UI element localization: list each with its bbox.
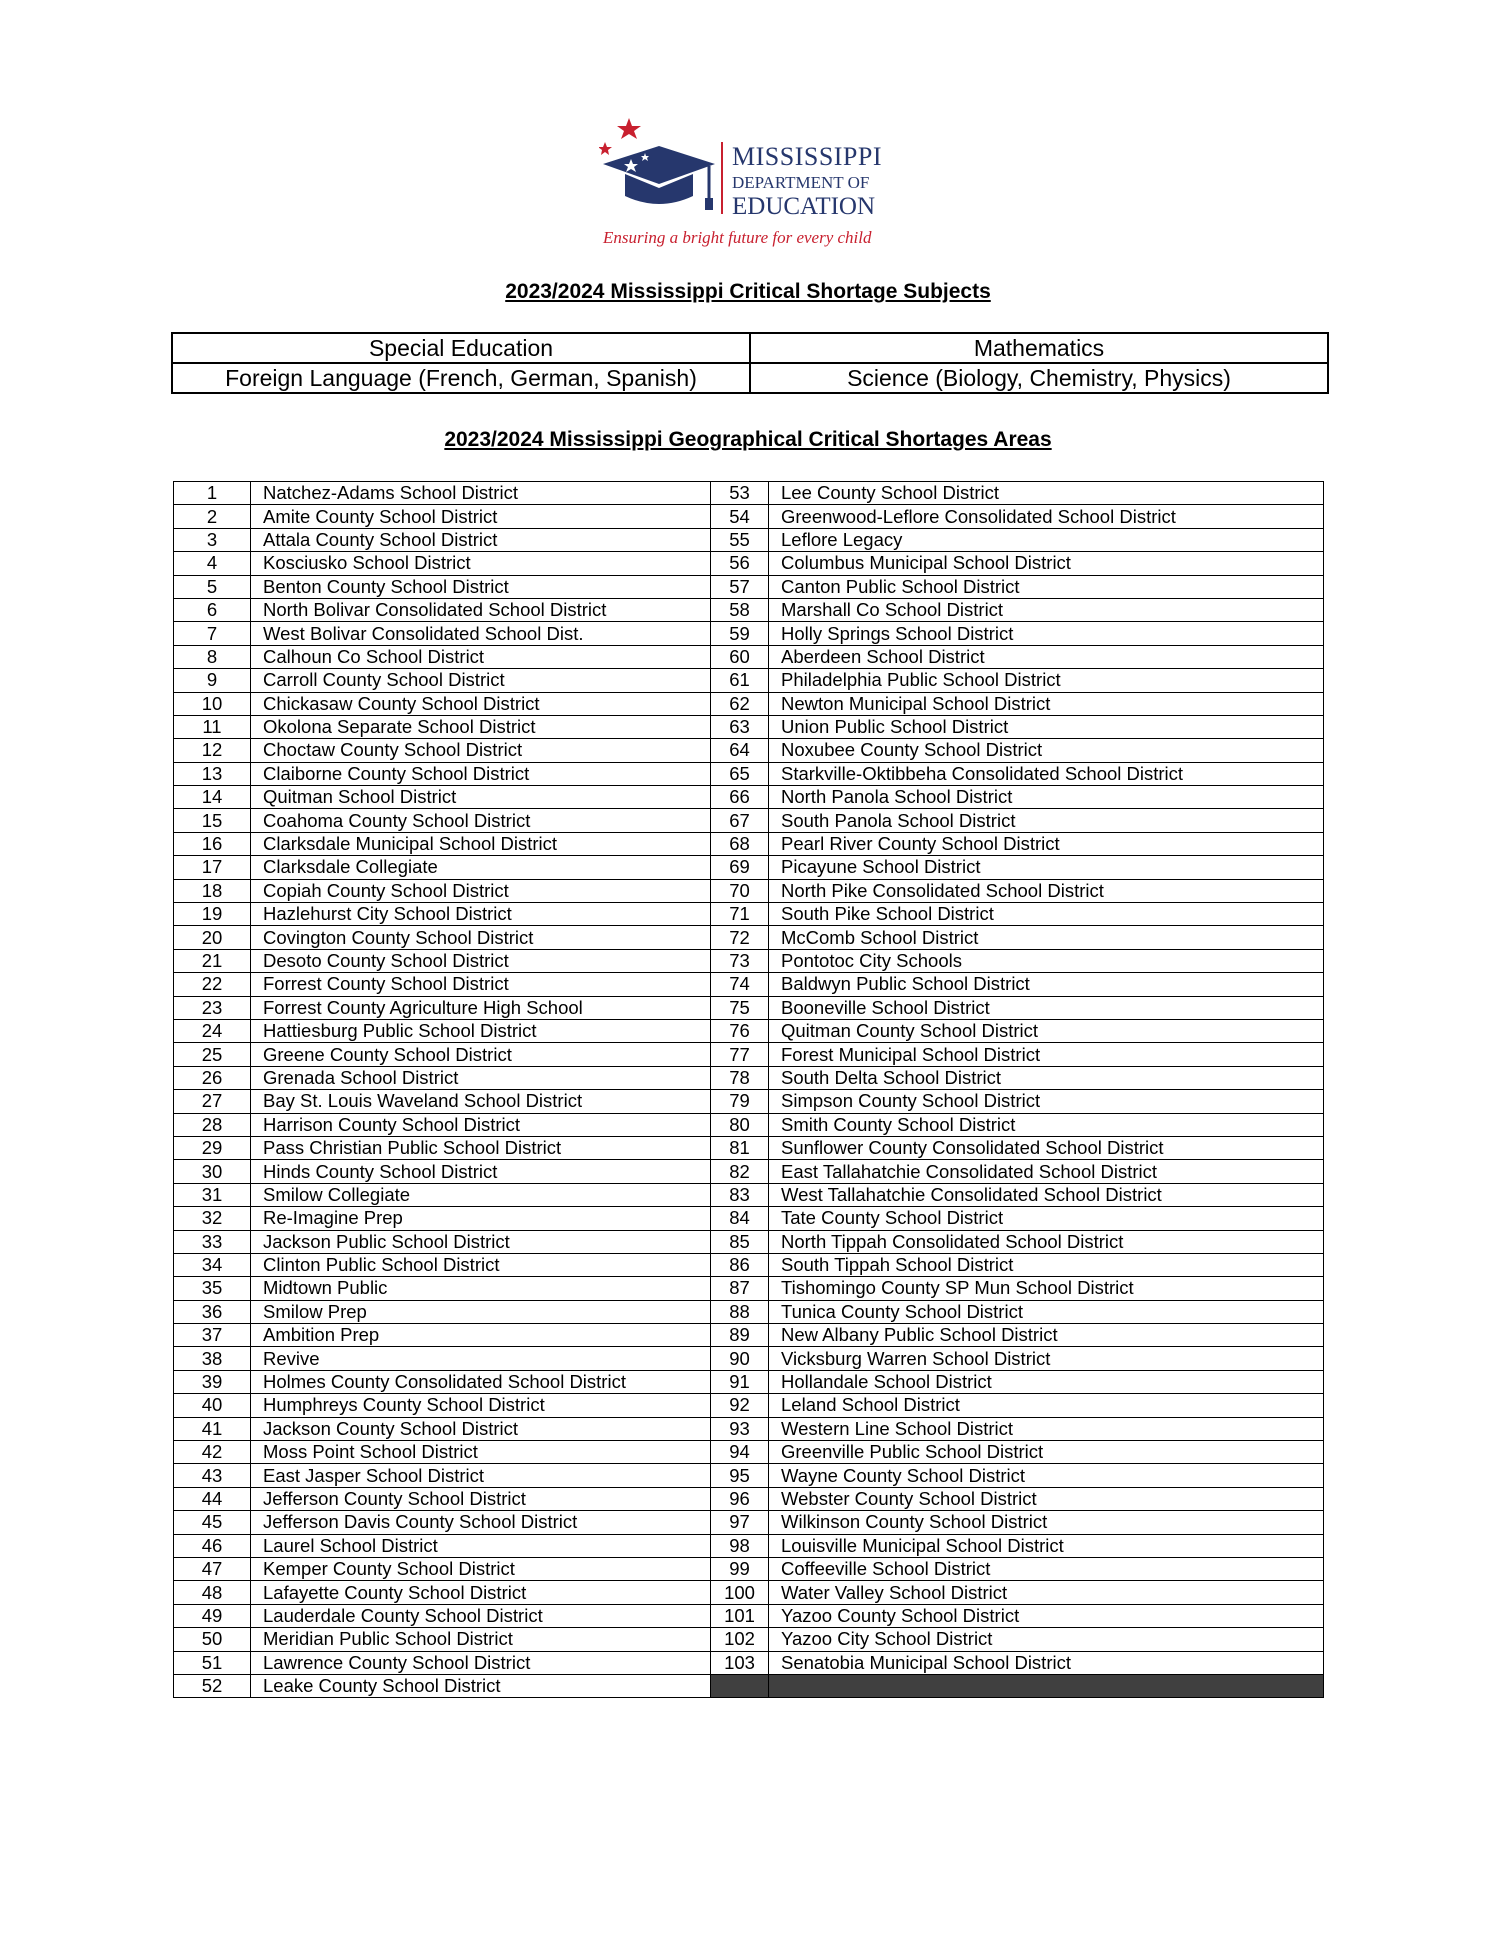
district-number: 25 <box>174 1043 251 1066</box>
district-number: 34 <box>174 1253 251 1276</box>
graduation-cap-icon <box>599 112 727 222</box>
district-name: Kosciusko School District <box>251 552 711 575</box>
table-row <box>174 528 1324 551</box>
subject-cell: Special Education <box>172 333 750 363</box>
district-name: Harrison County School District <box>251 1113 711 1136</box>
district-name: Marshall Co School District <box>769 598 1324 621</box>
district-number: 80 <box>711 1113 769 1136</box>
district-name: Clarksdale Municipal School District <box>251 832 711 855</box>
district-number: 70 <box>711 879 769 902</box>
table-row <box>174 809 1324 832</box>
district-name: Picayune School District <box>769 856 1324 879</box>
district-name: Revive <box>251 1347 711 1370</box>
logo-line-1: MISSISSIPPI <box>732 142 883 171</box>
table-row <box>174 1487 1324 1510</box>
table-row <box>174 622 1324 645</box>
mde-logo <box>599 112 899 257</box>
district-name: Yazoo City School District <box>769 1628 1324 1651</box>
district-number: 68 <box>711 832 769 855</box>
district-number: 21 <box>174 949 251 972</box>
district-number: 24 <box>174 1019 251 1042</box>
district-number: 54 <box>711 505 769 528</box>
subject-cell: Foreign Language (French, German, Spanish) <box>172 363 750 393</box>
district-number: 50 <box>174 1628 251 1651</box>
district-name: Wayne County School District <box>769 1464 1324 1487</box>
district-name: Newton Municipal School District <box>769 692 1324 715</box>
table-row <box>174 1628 1324 1651</box>
district-name: Forest Municipal School District <box>769 1043 1324 1066</box>
district-number: 13 <box>174 762 251 785</box>
district-name: Desoto County School District <box>251 949 711 972</box>
district-number: 26 <box>174 1066 251 1089</box>
table-row <box>174 1300 1324 1323</box>
district-name: Attala County School District <box>251 528 711 551</box>
table-row <box>174 575 1324 598</box>
district-name: Pontotoc City Schools <box>769 949 1324 972</box>
district-number: 32 <box>174 1207 251 1230</box>
district-number: 11 <box>174 715 251 738</box>
district-number: 8 <box>174 645 251 668</box>
districts-table <box>173 481 1324 1698</box>
table-row <box>174 598 1324 621</box>
district-name: Choctaw County School District <box>251 739 711 762</box>
district-name: Greenville Public School District <box>769 1441 1324 1464</box>
table-row <box>174 482 1324 505</box>
district-name: Lafayette County School District <box>251 1581 711 1604</box>
empty-cell <box>769 1674 1324 1697</box>
district-number: 14 <box>174 786 251 809</box>
logo-wordmark <box>732 144 882 219</box>
district-name: North Panola School District <box>769 786 1324 809</box>
district-number: 10 <box>174 692 251 715</box>
district-name: Smith County School District <box>769 1113 1324 1136</box>
district-number: 85 <box>711 1230 769 1253</box>
district-number: 101 <box>711 1604 769 1627</box>
district-number: 88 <box>711 1300 769 1323</box>
district-name: West Bolivar Consolidated School Dist. <box>251 622 711 645</box>
district-number: 91 <box>711 1370 769 1393</box>
district-name: Amite County School District <box>251 505 711 528</box>
table-row <box>174 1651 1324 1674</box>
district-name: Tishomingo County SP Mun School District <box>769 1277 1324 1300</box>
table-row <box>174 1183 1324 1206</box>
logo-line-3: EDUCATION <box>732 193 876 220</box>
district-name: Jefferson Davis County School District <box>251 1511 711 1534</box>
district-name: Sunflower County Consolidated School District <box>769 1136 1324 1159</box>
district-name: North Tippah Consolidated School District <box>769 1230 1324 1253</box>
district-number: 20 <box>174 926 251 949</box>
district-name: Columbus Municipal School District <box>769 552 1324 575</box>
district-number: 39 <box>174 1370 251 1393</box>
district-name: Leake County School District <box>251 1674 711 1697</box>
district-number: 78 <box>711 1066 769 1089</box>
district-name: Chickasaw County School District <box>251 692 711 715</box>
district-number: 16 <box>174 832 251 855</box>
district-name: Forrest County Agriculture High School <box>251 996 711 1019</box>
district-number: 58 <box>711 598 769 621</box>
subjects-title: 2023/2024 Mississippi Critical Shortage Subjects <box>505 280 991 303</box>
district-name: Greenwood-Leflore Consolidated School District <box>769 505 1324 528</box>
district-number: 99 <box>711 1557 769 1580</box>
district-number: 66 <box>711 786 769 809</box>
district-name: McComb School District <box>769 926 1324 949</box>
district-number: 36 <box>174 1300 251 1323</box>
district-name: Hattiesburg Public School District <box>251 1019 711 1042</box>
district-name: Noxubee County School District <box>769 739 1324 762</box>
table-row <box>174 1347 1324 1370</box>
table-row <box>174 1207 1324 1230</box>
district-number: 44 <box>174 1487 251 1510</box>
district-number: 73 <box>711 949 769 972</box>
table-row <box>174 505 1324 528</box>
subjects-row <box>172 333 1328 363</box>
district-name: Webster County School District <box>769 1487 1324 1510</box>
district-number: 74 <box>711 973 769 996</box>
district-name: Humphreys County School District <box>251 1394 711 1417</box>
district-name: Leflore Legacy <box>769 528 1324 551</box>
table-row <box>174 1113 1324 1136</box>
district-name: East Jasper School District <box>251 1464 711 1487</box>
district-number: 49 <box>174 1604 251 1627</box>
district-number: 64 <box>711 739 769 762</box>
district-number: 3 <box>174 528 251 551</box>
district-name: Holly Springs School District <box>769 622 1324 645</box>
district-number: 94 <box>711 1441 769 1464</box>
district-number: 47 <box>174 1557 251 1580</box>
district-name: Tate County School District <box>769 1207 1324 1230</box>
district-name: Hazlehurst City School District <box>251 903 711 926</box>
district-number: 71 <box>711 903 769 926</box>
district-name: Hinds County School District <box>251 1160 711 1183</box>
table-row <box>174 739 1324 762</box>
district-name: Philadelphia Public School District <box>769 669 1324 692</box>
district-number: 75 <box>711 996 769 1019</box>
district-name: Jackson Public School District <box>251 1230 711 1253</box>
district-name: Midtown Public <box>251 1277 711 1300</box>
table-row <box>174 1674 1324 1697</box>
district-number: 23 <box>174 996 251 1019</box>
district-number: 55 <box>711 528 769 551</box>
logo-divider <box>721 142 723 214</box>
district-name: Covington County School District <box>251 926 711 949</box>
district-name: Okolona Separate School District <box>251 715 711 738</box>
district-name: Forrest County School District <box>251 973 711 996</box>
district-number: 60 <box>711 645 769 668</box>
district-name: Re-Imagine Prep <box>251 1207 711 1230</box>
table-row <box>174 1324 1324 1347</box>
district-number: 7 <box>174 622 251 645</box>
district-name: Bay St. Louis Waveland School District <box>251 1090 711 1113</box>
table-row <box>174 1160 1324 1183</box>
district-number: 35 <box>174 1277 251 1300</box>
district-name: Baldwyn Public School District <box>769 973 1324 996</box>
district-number: 102 <box>711 1628 769 1651</box>
areas-title: 2023/2024 Mississippi Geographical Critical Shortages Areas <box>444 428 1052 451</box>
district-name: East Tallahatchie Consolidated School District <box>769 1160 1324 1183</box>
district-number: 15 <box>174 809 251 832</box>
district-name: West Tallahatchie Consolidated School District <box>769 1183 1324 1206</box>
district-number: 62 <box>711 692 769 715</box>
table-row <box>174 1394 1324 1417</box>
district-number: 4 <box>174 552 251 575</box>
table-row <box>174 1441 1324 1464</box>
district-name: Kemper County School District <box>251 1557 711 1580</box>
district-number: 37 <box>174 1324 251 1347</box>
district-number: 2 <box>174 505 251 528</box>
subjects-table <box>171 332 1329 394</box>
district-name: Louisville Municipal School District <box>769 1534 1324 1557</box>
district-name: Clarksdale Collegiate <box>251 856 711 879</box>
district-name: Coahoma County School District <box>251 809 711 832</box>
table-row <box>174 1534 1324 1557</box>
district-number: 92 <box>711 1394 769 1417</box>
district-number: 82 <box>711 1160 769 1183</box>
district-name: Copiah County School District <box>251 879 711 902</box>
table-row <box>174 645 1324 668</box>
district-number: 5 <box>174 575 251 598</box>
district-number: 61 <box>711 669 769 692</box>
district-number: 19 <box>174 903 251 926</box>
district-name: Yazoo County School District <box>769 1604 1324 1627</box>
table-row <box>174 903 1324 926</box>
table-row <box>174 1581 1324 1604</box>
table-row <box>174 926 1324 949</box>
district-name: Lee County School District <box>769 482 1324 505</box>
district-name: Benton County School District <box>251 575 711 598</box>
district-number: 30 <box>174 1160 251 1183</box>
district-number: 18 <box>174 879 251 902</box>
district-number: 9 <box>174 669 251 692</box>
table-row <box>174 1557 1324 1580</box>
district-number: 52 <box>174 1674 251 1697</box>
logo-tagline: Ensuring a bright future for every child <box>603 228 872 247</box>
district-name: Tunica County School District <box>769 1300 1324 1323</box>
district-name: Western Line School District <box>769 1417 1324 1440</box>
district-number: 22 <box>174 973 251 996</box>
district-number: 38 <box>174 1347 251 1370</box>
district-name: Wilkinson County School District <box>769 1511 1324 1534</box>
district-number: 42 <box>174 1441 251 1464</box>
table-row <box>174 692 1324 715</box>
table-row <box>174 1230 1324 1253</box>
district-name: Grenada School District <box>251 1066 711 1089</box>
subjects-row <box>172 363 1328 393</box>
district-number: 31 <box>174 1183 251 1206</box>
district-name: Carroll County School District <box>251 669 711 692</box>
district-name: South Tippah School District <box>769 1253 1324 1276</box>
district-number: 45 <box>174 1511 251 1534</box>
district-number: 51 <box>174 1651 251 1674</box>
table-row <box>174 856 1324 879</box>
empty-cell <box>711 1674 769 1697</box>
district-name: Natchez-Adams School District <box>251 482 711 505</box>
district-name: Union Public School District <box>769 715 1324 738</box>
district-name: Aberdeen School District <box>769 645 1324 668</box>
district-name: North Bolivar Consolidated School District <box>251 598 711 621</box>
district-number: 86 <box>711 1253 769 1276</box>
district-number: 89 <box>711 1324 769 1347</box>
district-number: 76 <box>711 1019 769 1042</box>
district-name: Greene County School District <box>251 1043 711 1066</box>
district-name: South Pike School District <box>769 903 1324 926</box>
district-name: Clinton Public School District <box>251 1253 711 1276</box>
district-number: 93 <box>711 1417 769 1440</box>
table-row <box>174 1511 1324 1534</box>
table-row <box>174 715 1324 738</box>
district-number: 17 <box>174 856 251 879</box>
district-number: 56 <box>711 552 769 575</box>
district-number: 48 <box>174 1581 251 1604</box>
table-row <box>174 1464 1324 1487</box>
district-name: Jackson County School District <box>251 1417 711 1440</box>
district-name: Claiborne County School District <box>251 762 711 785</box>
district-name: Smilow Prep <box>251 1300 711 1323</box>
district-number: 67 <box>711 809 769 832</box>
table-row <box>174 1019 1324 1042</box>
table-row <box>174 1277 1324 1300</box>
district-number: 29 <box>174 1136 251 1159</box>
district-number: 103 <box>711 1651 769 1674</box>
district-number: 69 <box>711 856 769 879</box>
district-name: Ambition Prep <box>251 1324 711 1347</box>
district-name: Lawrence County School District <box>251 1651 711 1674</box>
district-number: 87 <box>711 1277 769 1300</box>
table-row <box>174 1066 1324 1089</box>
table-row <box>174 973 1324 996</box>
district-number: 27 <box>174 1090 251 1113</box>
district-number: 77 <box>711 1043 769 1066</box>
table-row <box>174 1253 1324 1276</box>
district-number: 1 <box>174 482 251 505</box>
district-name: Quitman School District <box>251 786 711 809</box>
table-row <box>174 1417 1324 1440</box>
district-number: 43 <box>174 1464 251 1487</box>
table-row <box>174 832 1324 855</box>
district-number: 63 <box>711 715 769 738</box>
district-name: Moss Point School District <box>251 1441 711 1464</box>
district-number: 53 <box>711 482 769 505</box>
district-number: 79 <box>711 1090 769 1113</box>
district-name: Laurel School District <box>251 1534 711 1557</box>
district-number: 65 <box>711 762 769 785</box>
table-row <box>174 1043 1324 1066</box>
table-row <box>174 1370 1324 1393</box>
district-name: New Albany Public School District <box>769 1324 1324 1347</box>
logo-line-2: DEPARTMENT OF <box>732 173 870 192</box>
district-number: 59 <box>711 622 769 645</box>
district-number: 100 <box>711 1581 769 1604</box>
subject-cell: Science (Biology, Chemistry, Physics) <box>750 363 1328 393</box>
district-name: North Pike Consolidated School District <box>769 879 1324 902</box>
district-number: 33 <box>174 1230 251 1253</box>
table-row <box>174 1090 1324 1113</box>
district-name: Vicksburg Warren School District <box>769 1347 1324 1370</box>
table-row <box>174 949 1324 972</box>
district-name: Smilow Collegiate <box>251 1183 711 1206</box>
table-row <box>174 786 1324 809</box>
district-name: Canton Public School District <box>769 575 1324 598</box>
district-name: Quitman County School District <box>769 1019 1324 1042</box>
district-number: 90 <box>711 1347 769 1370</box>
district-name: Calhoun Co School District <box>251 645 711 668</box>
district-name: Water Valley School District <box>769 1581 1324 1604</box>
district-number: 96 <box>711 1487 769 1510</box>
district-name: Booneville School District <box>769 996 1324 1019</box>
district-name: Simpson County School District <box>769 1090 1324 1113</box>
district-number: 46 <box>174 1534 251 1557</box>
district-name: Coffeeville School District <box>769 1557 1324 1580</box>
district-number: 12 <box>174 739 251 762</box>
district-name: Hollandale School District <box>769 1370 1324 1393</box>
table-row <box>174 762 1324 785</box>
district-number: 57 <box>711 575 769 598</box>
district-name: Senatobia Municipal School District <box>769 1651 1324 1674</box>
district-number: 41 <box>174 1417 251 1440</box>
district-name: Leland School District <box>769 1394 1324 1417</box>
district-number: 72 <box>711 926 769 949</box>
district-name: Meridian Public School District <box>251 1628 711 1651</box>
district-name: South Delta School District <box>769 1066 1324 1089</box>
district-number: 97 <box>711 1511 769 1534</box>
district-number: 40 <box>174 1394 251 1417</box>
subject-cell: Mathematics <box>750 333 1328 363</box>
table-row <box>174 1604 1324 1627</box>
district-number: 84 <box>711 1207 769 1230</box>
district-number: 28 <box>174 1113 251 1136</box>
district-name: South Panola School District <box>769 809 1324 832</box>
district-number: 81 <box>711 1136 769 1159</box>
district-name: Starkville-Oktibbeha Consolidated School District <box>769 762 1324 785</box>
table-row <box>174 1136 1324 1159</box>
district-number: 83 <box>711 1183 769 1206</box>
table-row <box>174 996 1324 1019</box>
district-number: 6 <box>174 598 251 621</box>
district-name: Lauderdale County School District <box>251 1604 711 1627</box>
district-name: Holmes County Consolidated School District <box>251 1370 711 1393</box>
district-name: Jefferson County School District <box>251 1487 711 1510</box>
district-number: 98 <box>711 1534 769 1557</box>
table-row <box>174 669 1324 692</box>
table-row <box>174 552 1324 575</box>
district-name: Pass Christian Public School District <box>251 1136 711 1159</box>
district-name: Pearl River County School District <box>769 832 1324 855</box>
table-row <box>174 879 1324 902</box>
district-number: 95 <box>711 1464 769 1487</box>
